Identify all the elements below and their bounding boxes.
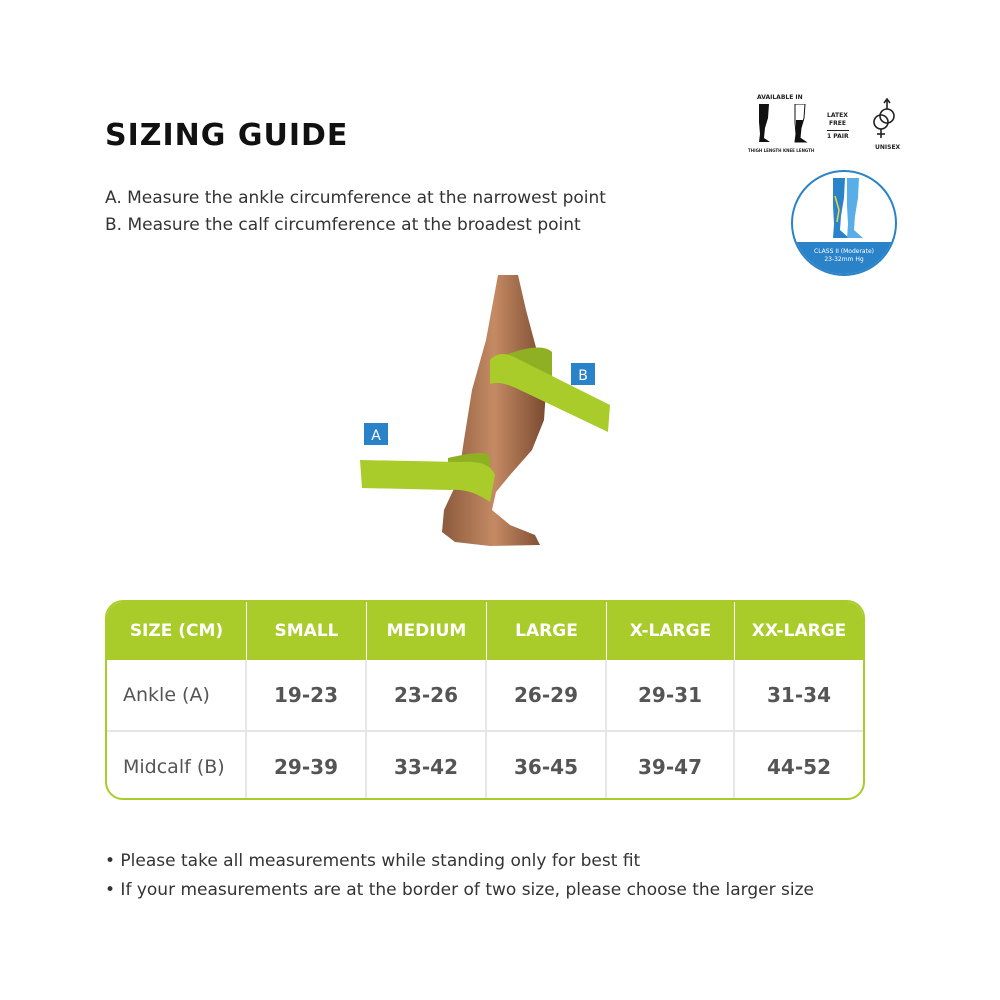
- available-in-label: AVAILABLE IN: [757, 94, 803, 101]
- compression-class-label: CLASS II (Moderate): [814, 248, 874, 255]
- header-small: SMALL: [247, 602, 367, 660]
- row-label: Ankle (A): [107, 660, 247, 730]
- thigh-length-label: THIGH LENGTH: [748, 148, 782, 153]
- table-cell: 31-34: [767, 683, 831, 707]
- table-cell: 44-52: [767, 755, 831, 779]
- note-border-size: • If your measurements are at the border of two size, please choose the larger size: [105, 880, 814, 900]
- header-xx-large: XX-LARGE: [751, 621, 847, 641]
- leg-illustration: [340, 270, 640, 560]
- knee-length-icon: [789, 104, 809, 144]
- instruction-calf: B. Measure the calf circumference at the broadest point: [105, 215, 581, 235]
- unisex-label: UNISEX: [875, 144, 901, 151]
- latex-label: LATEX: [827, 112, 848, 119]
- table-cell: 33-42: [367, 732, 487, 800]
- instruction-ankle: A. Measure the ankle circumference at the narrowest point: [105, 188, 606, 208]
- thigh-length-icon: [753, 104, 773, 144]
- free-label: FREE: [829, 120, 846, 127]
- product-badges: [745, 90, 905, 160]
- stocking-icon: [821, 176, 871, 242]
- table-cell: 29-39: [247, 732, 367, 800]
- table-cell: 36-45: [487, 732, 607, 800]
- pair-label: 1 PAIR: [827, 130, 849, 140]
- label-a: A: [371, 428, 381, 444]
- table-row-ankle: [107, 660, 863, 730]
- header-x-large: X-LARGE: [607, 602, 735, 660]
- header-medium: MEDIUM: [367, 602, 487, 660]
- table-row-midcalf: [107, 730, 863, 800]
- header-large: LARGE: [487, 602, 607, 660]
- table-cell: 39-47: [607, 732, 735, 800]
- leg-shape: [442, 275, 546, 546]
- note-standing: • Please take all measurements while standing only for best fit: [105, 851, 641, 871]
- size-table: [105, 600, 865, 800]
- table-header-row: [107, 602, 863, 660]
- table-cell: 23-26: [367, 660, 487, 730]
- header-size: SIZE (CM): [107, 602, 247, 660]
- table-cell: 19-23: [247, 660, 367, 730]
- compression-class-badge: [791, 170, 897, 276]
- table-cell: 29-31: [607, 660, 735, 730]
- label-b: B: [578, 368, 588, 384]
- compression-class-band: [793, 242, 895, 274]
- unisex-icon: [869, 98, 899, 142]
- page-title: SIZING GUIDE: [105, 118, 349, 153]
- row-label: Midcalf (B): [107, 732, 247, 800]
- compression-pressure-label: 23-32mm Hg: [824, 256, 864, 263]
- table-cell: 26-29: [487, 660, 607, 730]
- knee-length-label: KNEE LENGTH: [783, 148, 815, 153]
